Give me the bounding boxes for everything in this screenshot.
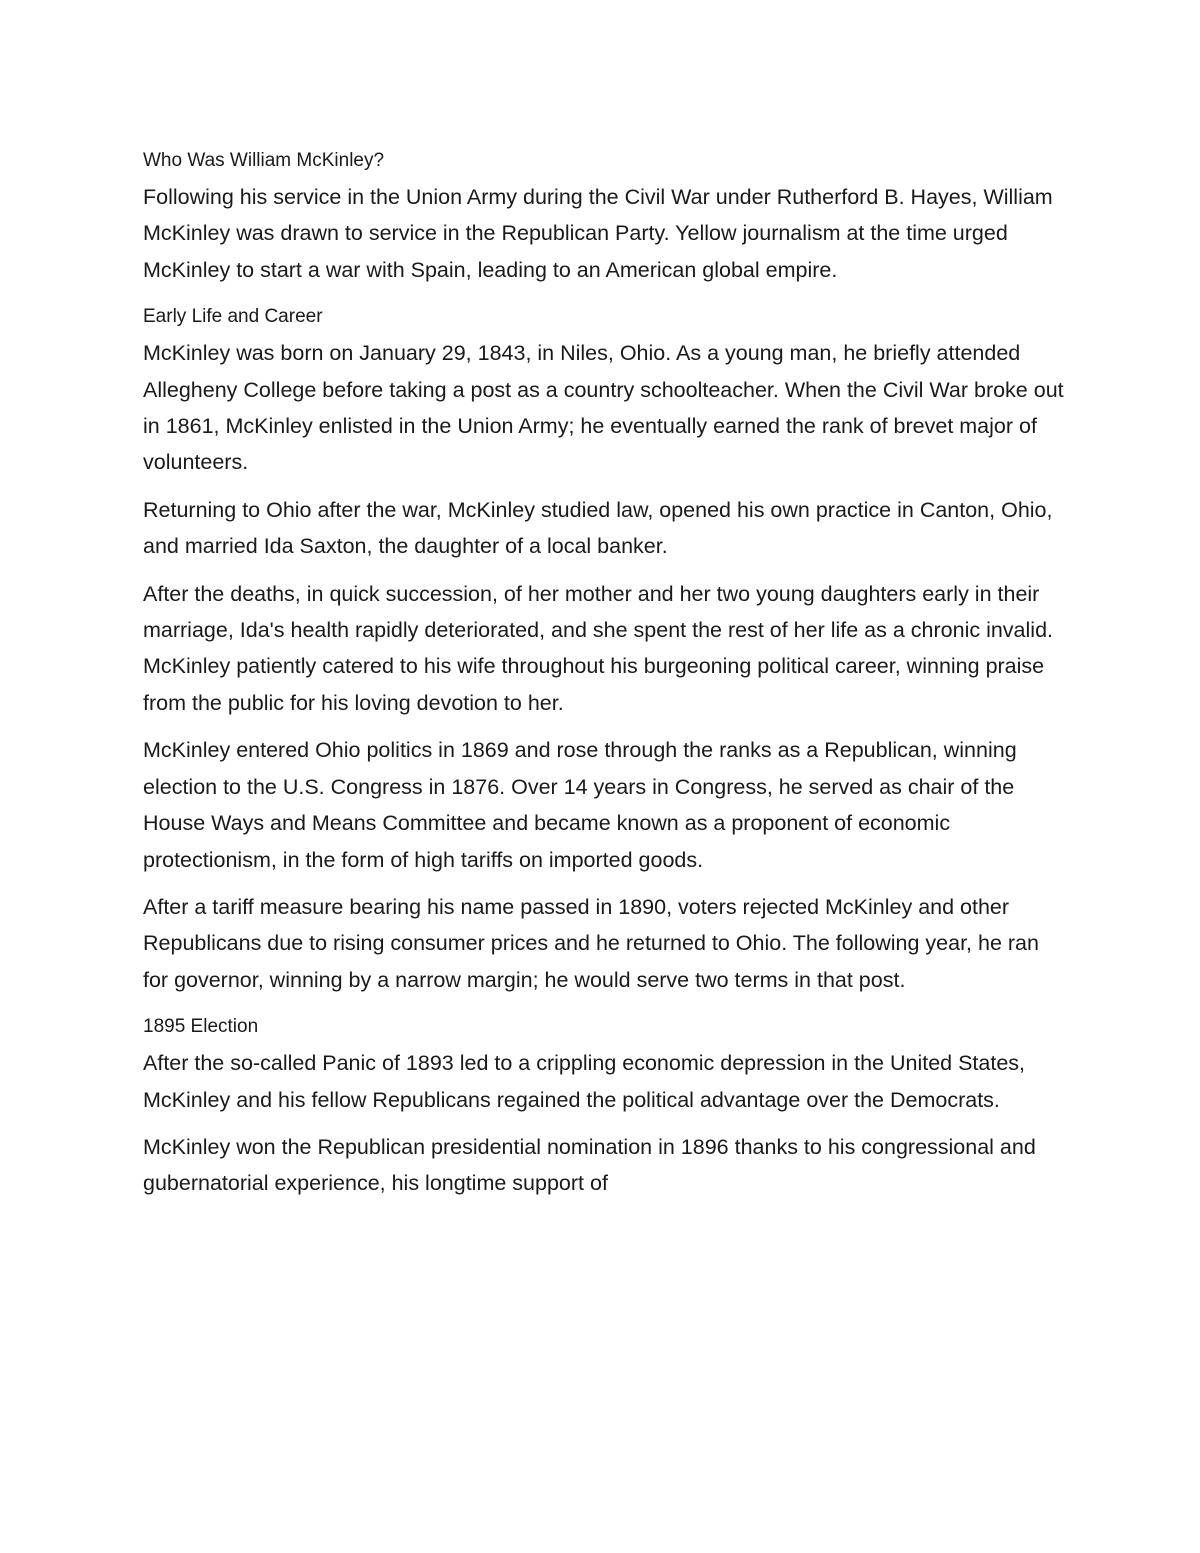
paragraph-panic-1893: After the so-called Panic of 1893 led to a crippling economic depression in the United States, McKinley and his fellow Republicans regained the political advantage over the Democrats. <box>143 1051 1026 1112</box>
paragraph-ida-health: After the deaths, in quick succession, of her mother and her two young daughters early in their marriage, Ida's health rapidly deteriorated, and she spent the rest of her life as a chronic invalid. McKinley patiently catered to his wife throughout his burgeoning political career, winning praise from the public for his loving devotion to her. <box>143 581 1054 715</box>
paragraph-nomination: McKinley won the Republican presidential nomination in 1896 thanks to his congressional and gubernatorial experience, his longtime support of <box>143 1134 1036 1196</box>
paragraph-intro: Following his service in the Union Army during the Civil War under Rutherford B. Hayes, William McKinley was drawn to service in the Republican Party. Yellow journalism at the time urged McKinley to start a war with Spain, leading to an American global empire. <box>143 185 1053 282</box>
section-heading-who-was-mckinley: Who Was William McKinley? <box>143 150 385 171</box>
section-heading-early-life: Early Life and Career <box>143 306 323 328</box>
section-heading-1895-election: 1895 Election <box>143 1016 259 1038</box>
paragraph-birth: McKinley was born on January 29, 1843, in Niles, Ohio. As a young man, he briefly attended Allegheny College before taking a post as a country schoolteacher. When the Civil War broke out in 1861, McKinley enlisted in the Union Army; he eventually earned the rank of brevet major of volunteers. <box>143 341 1064 475</box>
paragraph-return-to-ohio: Returning to Ohio after the war, McKinley studied law, opened his own practice in Canton, Ohio, and married Ida Saxton, the daughter of a local banker. <box>143 497 1053 559</box>
paragraph-congress: McKinley entered Ohio politics in 1869 and rose through the ranks as a Republican, winning election to the U.S. Congress in 1876. Over 14 years in Congress, he served as chair of the House Ways and Means Committee and became known as a proponent of economic protectionism, in the form of high tariffs on imported goods. <box>143 738 1017 872</box>
document-body <box>143 143 1068 1202</box>
paragraph-tariff: After a tariff measure bearing his name passed in 1890, voters rejected McKinley and other Republicans due to rising consumer prices and he returned to Ohio. The following year, he ran for governor, winning by a narrow margin; he would serve two terms in that post. <box>143 894 1039 992</box>
